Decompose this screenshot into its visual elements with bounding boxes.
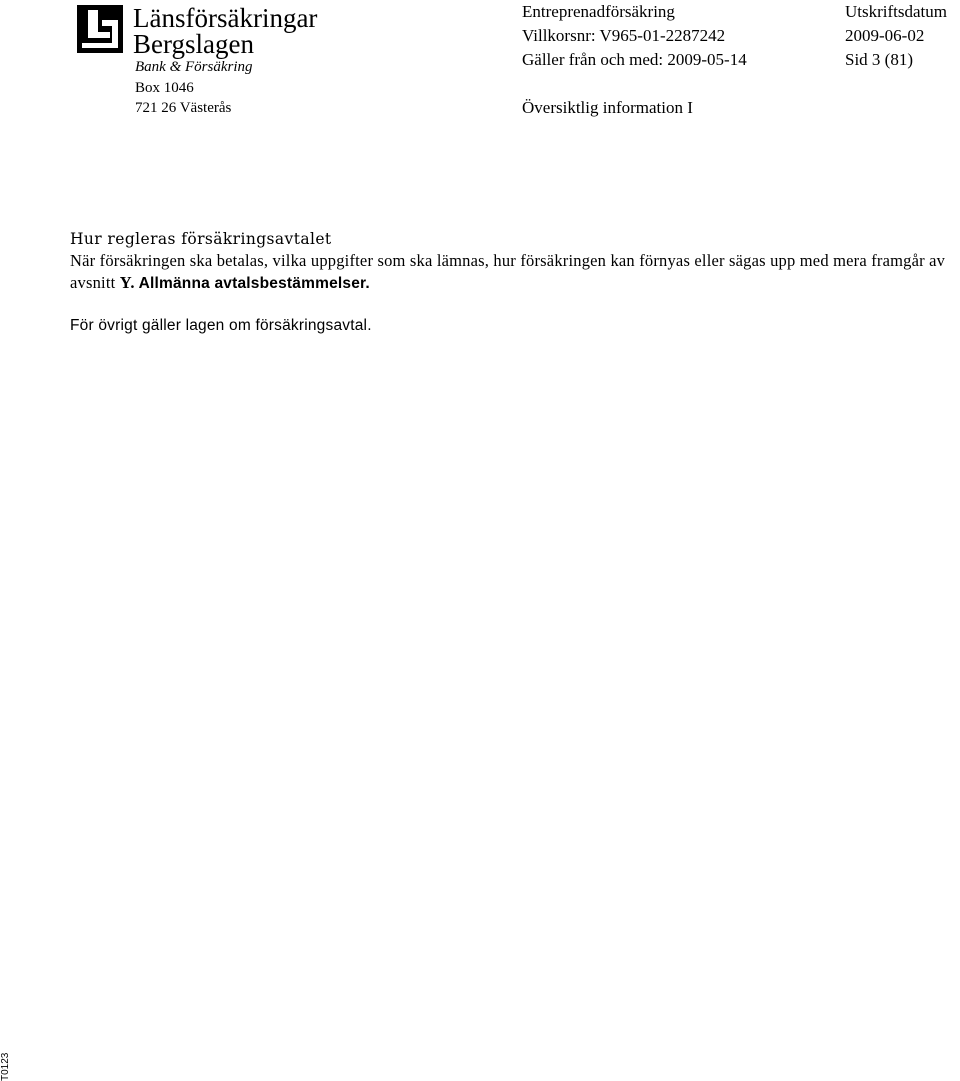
content-section <box>70 228 950 337</box>
print-date: 2009-06-02 <box>845 26 925 45</box>
paragraph-2: För övrigt gäller lagen om försäkringsavtal. <box>70 317 372 334</box>
document-header-meta <box>845 0 947 72</box>
paragraph-1-text: När försäkringen ska betalas, vilka uppgifter som ska lämnas, hur försäkringen kan förnyas eller sägas upp med mera framgår av avsnitt <box>70 251 946 292</box>
page-number: Sid 3 (81) <box>845 50 913 69</box>
logo-text-line1: Länsförsäkringar <box>133 3 318 33</box>
product-name: Entreprenadförsäkring <box>522 2 675 21</box>
company-address <box>135 78 231 118</box>
address-line1: Box 1046 <box>135 80 194 96</box>
form-code: T0123 <box>0 1052 11 1081</box>
section-reference-letter: Y. <box>119 273 135 292</box>
address-line2: 721 26 Västerås <box>135 100 232 116</box>
document-header-info <box>522 0 747 72</box>
section-reference-title: Allmänna avtalsbestämmelser. <box>134 275 370 292</box>
section-title: Översiktlig information I <box>522 98 693 117</box>
paragraph-1 <box>70 250 950 295</box>
company-logo <box>77 5 347 77</box>
print-date-label: Utskriftsdatum <box>845 2 947 21</box>
valid-from: Gäller från och med: 2009-05-14 <box>522 50 747 69</box>
logo-mark-icon <box>77 5 123 53</box>
policy-number: Villkorsnr: V965-01-2287242 <box>522 26 726 45</box>
logo-tagline: Bank & Försäkring <box>135 59 253 75</box>
logo-text-line2: Bergslagen <box>133 29 254 59</box>
section-heading: Hur regleras försäkringsavtalet <box>70 230 332 248</box>
